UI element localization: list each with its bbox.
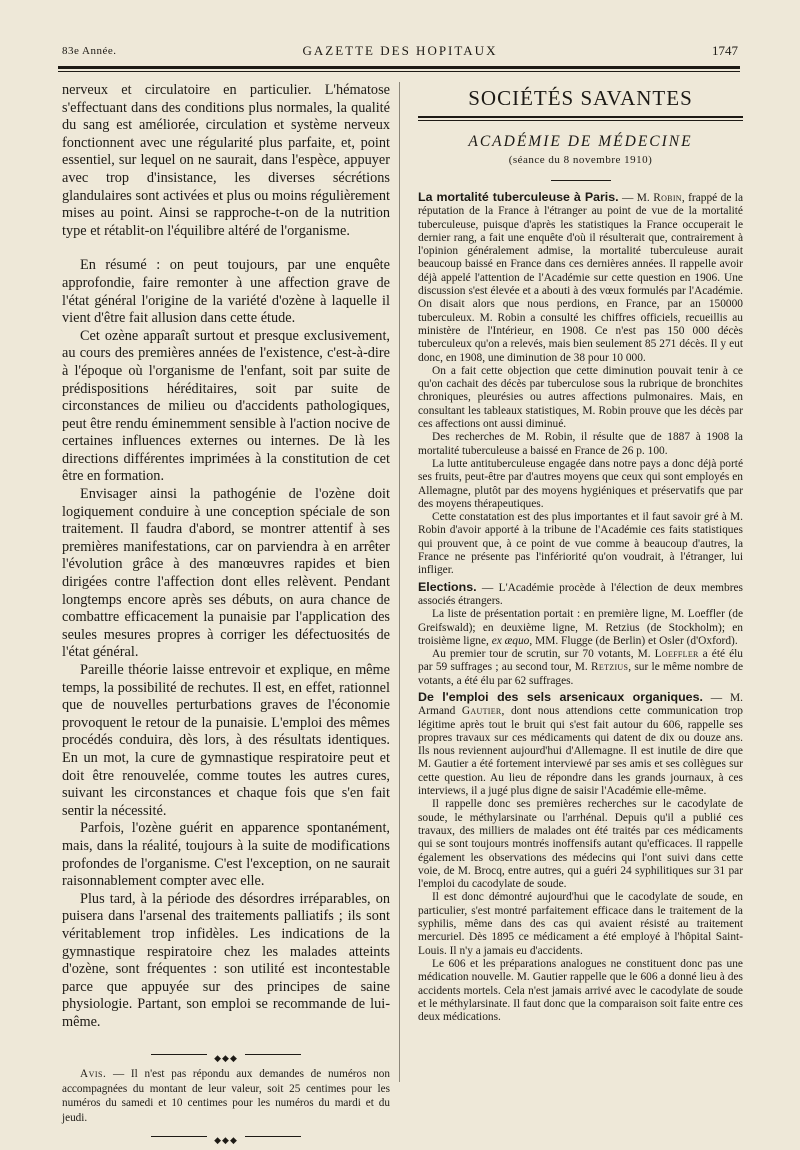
- text: , MM. Flugge (de Berlin) et Osler (d'Oxford).: [529, 634, 738, 647]
- journal-title: GAZETTE DES HOPITAUX: [302, 43, 498, 58]
- academy-heading: ACADÉMIE DE MÉDECINE: [468, 133, 693, 150]
- paragraph: Il est donc démontré aujourd'hui que le cacodylate de soude, en particulier, s'est montré parfaitement efficace dans le traitement de la syphilis, même dans des cas qui avaient résisté au traitement mercuriel. Dès 1895 ce médicament a été employé à l'hôpital Saint-Louis. Il n'y a jamais eu d'accidents.: [418, 891, 743, 957]
- text: a été élu par 59 suffrages ; au second tour, M.: [418, 648, 743, 674]
- person-name: Retzius: [590, 661, 629, 674]
- latin-term: ex æquo: [491, 634, 530, 647]
- header-rule-thin: [58, 71, 740, 72]
- issue-year: 83e Année.: [62, 45, 117, 57]
- right-column: [418, 82, 743, 1024]
- subheading: De l'emploi des sels arsenicaux organiques.: [418, 689, 703, 704]
- paragraph: On a fait cette objection que cette diminution pouvait tenir à ce qu'on cachait des décès par tuberculose sous la rubrique de bronchites chroniques, pleurésies ou autres affections pulmonaires. Mais, en consultant les tableaux statistiques, M. Robin prouve que les décès par ces affections ont aussi diminué.: [418, 364, 743, 431]
- text: , frappé de la réputation de la France à l'étranger au point de vue de la mortalité tuberculeuse, puisque d'après les statistiques la France occuperait le dernier rang, a fait une enquête d'où il résulterait que, contrairement à l'opinion généralement admise, la mortalité tuberculeuse aurait beaucoup baissé en France dans ces dernières années. Il rappelle avoir déjà appelé l'attention de l'Académie sur cette question en 1906. Une discussion s'est élevée et a abouti à des vœux formulés par l'Académie. On disait alors que nous perdions, en France, par an 150000 tuberculeux. M. Robin a consulté les chiffres officiels, recueillis au ministère de l'Intérieur, en 1908. Ce n'est pas 150 000 décès tuberculeux qu'on a relevés, mais bien seulement 85 271 décès. Il y eut donc, en 1908, une diminution de 38 pour 10 000.: [418, 192, 744, 364]
- paragraph: Des recherches de M. Robin, il résulte que de 1887 à 1908 la mortalité tuberculeuse a baissé en France de 26 p. 100.: [418, 431, 743, 457]
- text: , dont nous attendions cette communication trop légitime après tout le bruit qui s'est fait autour du 606, rappelle ses propres travaux sur ces médicaments qui datent de dix ou douze ans. Ils nous reviennent aujourd'hui d'Allemagne. Il est inutile de dire que M. Gautier a été fortement interviewé par ses amis et ses collègues sur cette question. Au lieu de répondre dans les grands journaux, à ces interviews, il a jugé plus digne de saisir l'Académie elle-même.: [418, 705, 743, 798]
- notice: [62, 1067, 390, 1125]
- paragraph: nerveux et circulatoire en particulier. L'hématose s'effectuant dans des conditions plus normales, la qualité du sang est améliorée, circulation et système nerveux fonctionnent avec une régularité plus parfaite, et, point essentiel, sur lequel on ne saurait, dans l'espèce, appuyer avec trop d'insistance, les diverses sécrétions glandulaires sont activées et plus ou moins régulièrement mises au point. Ainsi se rapproche-t-on de la nutrition type et rétablit-on l'équilibre altéré de l'organisme.: [62, 82, 390, 239]
- text: La liste de présentation portait : en première ligne, M. Loeffler (de Greifswald); en deuxième ligne, M. Retzius (de Stockholm); en troisième ligne,: [418, 608, 743, 647]
- paragraph: Pareille théorie laisse entrevoir et explique, en même temps, la possibilité de rechutes. Il est, en effet, rationnel que de nouvelles perturbations graves de l'économie provoquent le retour de la punaisie. L'emploi des mêmes procédés conduira, dès lors, à des résultats identiques. En un mot, la cure de gymnastique respiratoire peut et doit être renouvelée, comme toutes les autres cures, suivant les circonstances et chaque fois que s'en fait sentir la nécessité.: [62, 662, 390, 819]
- paragraph: La lutte antituberculeuse engagée dans notre pays a donc déjà porté ses fruits, peut-être par d'autres moyens que ceux qui sont employés en Allemagne, plutôt par des moyens hygiéniques et préservatifs que par des moyens thérapeutiques.: [418, 457, 743, 510]
- ornament-divider: ◆◆◆: [151, 1131, 301, 1143]
- notice-label: Avis.: [80, 1068, 107, 1081]
- paragraph: Plus tard, à la période des désordres irréparables, on puisera dans l'arsenal des traitements palliatifs ; ils sont véritablement trop infidèles. Les indications de la gymnastique respiratoire chez les malades atteints d'ozène, sont fréquentes : son utilité est incontestable parce que appuyée sur des principes de saine physiologie. Partant, son emploi se recommande de lui-même.: [62, 890, 390, 1030]
- session-date: (séance du 8 novembre 1910): [508, 154, 653, 166]
- text: — M. Armand: [418, 691, 744, 718]
- paragraph: Cet ozène apparaît surtout et presque exclusivement, au cours des premières années de l'existence, c'est-à-dire à l'époque où l'organisme de l'enfant, soit par suite de prédispositions héréditaires, soit par suite de circonstances de milieu ou d'accidents pathologiques, peut être rendu éminemment sensible à l'action nocive de certaines influences externes ou internes. De là les directions différentes imprimées à la constitution de cet être en formation.: [62, 327, 390, 485]
- text: — M.: [618, 192, 654, 204]
- notice-text: — Il n'est pas répondu aux demandes de numéros non accompagnées du montant de leur valeur, soit 25 centimes pour les numéros du samedi et 10 centimes pour les numéros du mardi et du jeudi.: [62, 1068, 390, 1124]
- text: , sur le même nombre de votants, a été élu par 62 suffrages.: [418, 661, 743, 687]
- section-rule: [418, 120, 743, 121]
- running-head: [62, 43, 738, 61]
- person-name: Loeffler: [654, 648, 699, 661]
- paragraph: En résumé : on peut toujours, par une enquête approfondie, faire remonter à une affection grave de l'état général l'origine de la variété d'ozène à laquelle il vient d'être fait allusion dans cette étude.: [62, 257, 390, 327]
- ornament-divider: ◆◆◆: [151, 1049, 301, 1061]
- person-name: Robin: [653, 192, 682, 204]
- section-rule: [418, 116, 743, 118]
- subheading: La mortalité tuberculeuse à Paris.: [418, 190, 619, 204]
- page-number: 1747: [712, 43, 738, 58]
- paragraph: [418, 581, 743, 609]
- column-divider: [399, 82, 400, 1082]
- short-rule: [551, 180, 611, 181]
- subheading: Elections.: [418, 579, 477, 594]
- paragraph: Le 606 et les préparations analogues ne constituent donc pas une médication nouvelle. M. Gautier rappelle que le 606 a donné lieu à des accidents mortels. Cela n'est jamais arrivé avec le cacodylate de soude et le méthylarsinate. Il faut donc que la comparaison soit faite entre ces deux médications.: [418, 957, 743, 1024]
- paragraph: [418, 691, 743, 798]
- paragraph: Parfois, l'ozène guérit en apparence spontanément, mais, dans la réalité, toujours à la suite de modifications profondes de l'organisme. C'est l'exception, on ne saurait raisonnablement compter avec elle.: [62, 820, 390, 890]
- article-body: [418, 191, 743, 1024]
- paragraph: Envisager ainsi la pathogénie de l'ozène doit logiquement conduire à une conception spéciale de son traitement. Il faudra d'abord, se montrer attentif à ses premières manifestations, car on parviendra à en arrêter l'évolution grâce à des manœuvres rapides et bien dirigées contre l'affection dont elles relèvent. Pendant longtemps encore après ses débuts, on aura chance de combattre efficacement la punaisie par l'application des seules mesures propres à corriger les défectuosités de l'état général.: [62, 486, 390, 661]
- person-name: Gautier: [461, 705, 502, 718]
- paragraph: [418, 608, 743, 648]
- paragraph: [418, 191, 743, 365]
- text: Au premier tour de scrutin, sur 70 votants, M.: [432, 648, 655, 661]
- header-rule-thick: [58, 66, 740, 69]
- paragraph: Il rappelle donc ses premières recherches sur le cacodylate de soude, le méthylarsinate ou l'arrhénal. Depuis qu'il a publié ces travaux, des milliers de malades ont été traités par ces médicaments qui se sont toujours montrés inoffensifs autant qu'efficaces. Il rappelle également les observations des médecins qui l'ont suivi dans cette voie, de M. Brocq, entre autres, qui a guéri 24 syphilitiques sur 31 par l'emploi du cacodylate de soude.: [418, 798, 743, 891]
- text: — L'Académie procède à l'élection de deux membres associés étrangers.: [418, 581, 743, 607]
- left-column: [62, 82, 390, 1146]
- paragraph: [418, 648, 743, 688]
- paragraph: Cette constatation est des plus importantes et il faut savoir gré à M. Robin d'avoir apporté à la tribune de l'Académie ces faits statistiques qui prouvent que, à ce point de vue comme à beaucoup d'autres, la France ne présente pas l'infériorité qu'on voudrait, à l'étranger, lui infliger.: [418, 511, 743, 577]
- section-title: SOCIÉTÉS SAVANTES: [468, 86, 693, 110]
